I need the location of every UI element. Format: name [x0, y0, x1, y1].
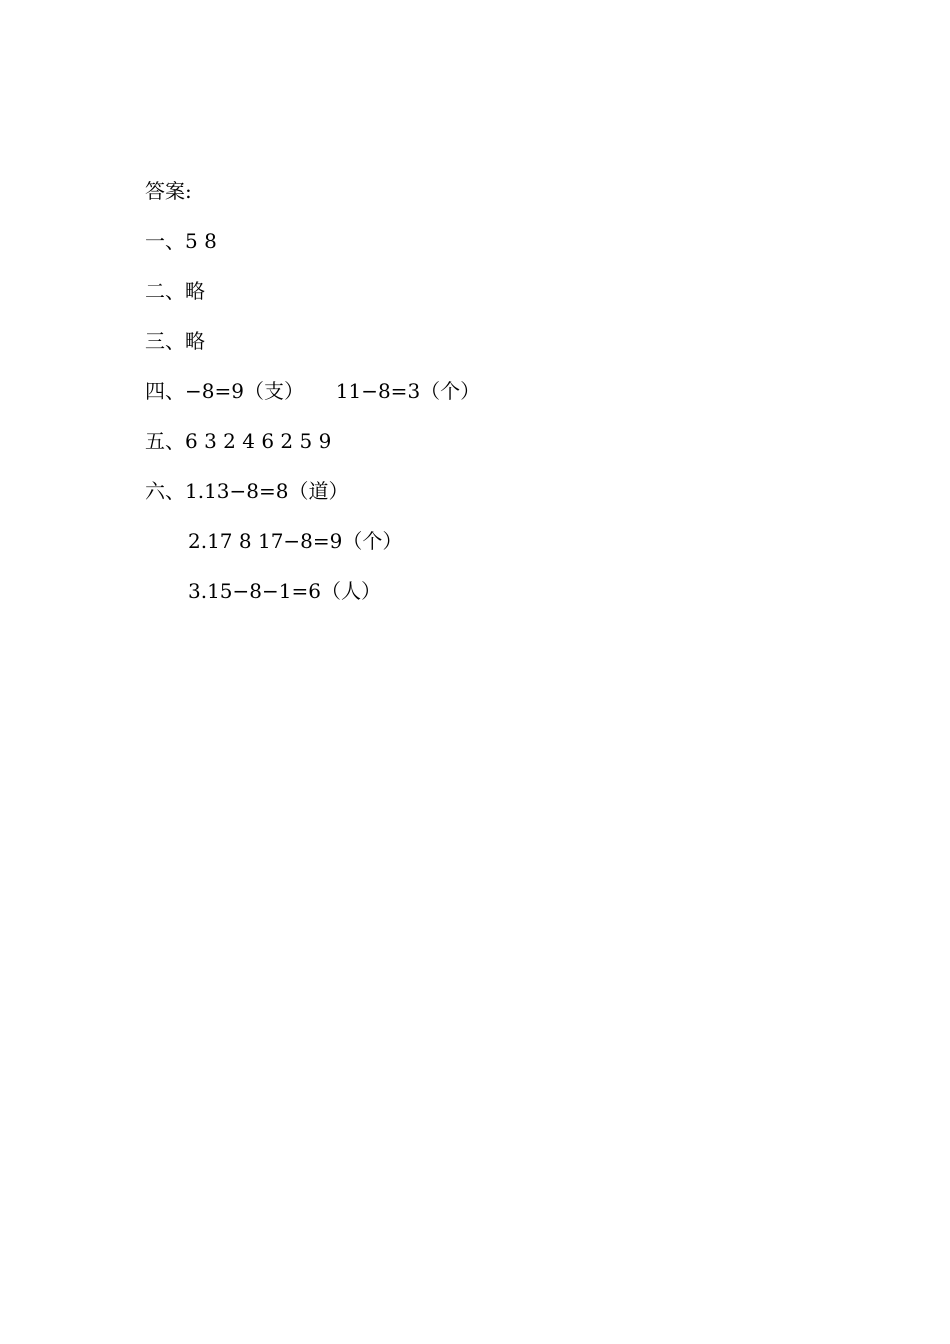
- answer-line-3: 三、略: [145, 329, 205, 353]
- answer-line-6: 六、1.13−8=8（道）: [145, 479, 349, 503]
- answer-line-1: 一、5 8: [145, 229, 217, 253]
- answer-heading: 答案:: [145, 179, 192, 203]
- answer-line-2: 二、略: [145, 279, 205, 303]
- answer-line-6-2: 2.17 8 17−8=9（个）: [188, 529, 403, 553]
- answer-line-5: 五、6 3 2 4 6 2 5 9: [145, 429, 332, 453]
- answer-line-6-3: 3.15−8−1=6（人）: [188, 579, 381, 603]
- answer-line-4: 四、−8=9（支） 11−8=3（个）: [145, 379, 481, 403]
